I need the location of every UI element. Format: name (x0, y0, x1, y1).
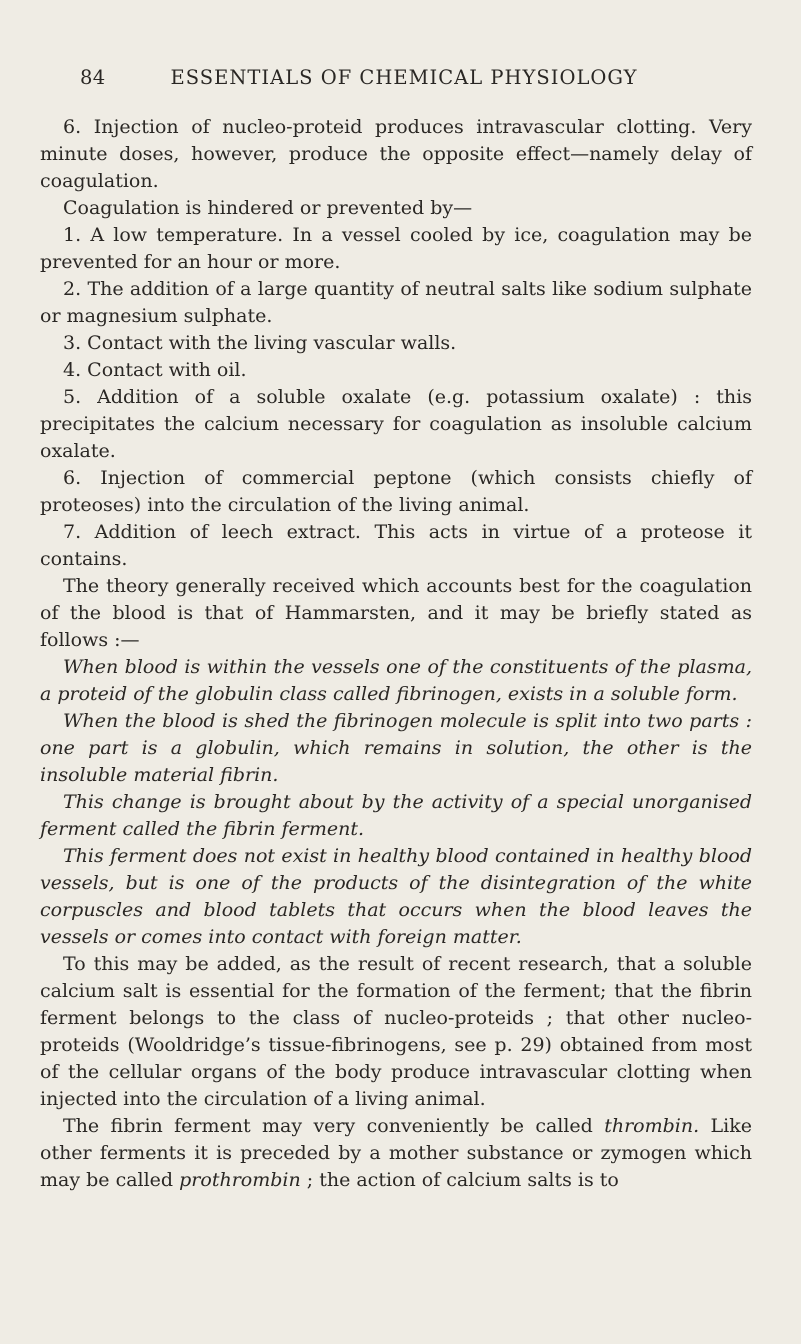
theory-statement-shed-blood: When the blood is shed the fibrinogen molecule is split into two parts : one part is a globulin, which remains in solution, the other is the insoluble material fibrin. (40, 710, 752, 786)
list-item-low-temperature: 1. A low temperature. In a vessel cooled by ice, coagulation may be prevented for an hour or more. (40, 224, 752, 273)
theory-statement-ferment-origin: This ferment does not exist in healthy blood contained in healthy blood vessels, but is one of the products of the disintegration of the white corpuscles and blood tablets that occurs when the blood leaves the vessels or comes into contact with foreign matter. (40, 845, 752, 948)
list-item-peptone: 6. Injection of commercial peptone (which consists chiefly of proteoses) into the circulation of the living animal. (40, 467, 752, 516)
list-item-leech-extract: 7. Addition of leech extract. This acts in virtue of a proteose it contains. (40, 521, 752, 570)
running-title: ESSENTIALS OF CHEMICAL PHYSIOLOGY (170, 66, 638, 89)
page-number: 84 (80, 66, 106, 89)
paragraph-hammarsten-theory: The theory generally received which accounts best for the coagulation of the blood is that of Hammarsten, and it may be briefly stated as follows :— (40, 575, 752, 651)
paragraph-injection-nucleo-proteid: 6. Injection of nucleo-proteid produces intravascular clotting. Very minute doses, however, produce the opposite effect—namely delay of coagulation. (40, 116, 752, 192)
thrombin-text-3: ; the action of calcium salts is to (300, 1169, 619, 1191)
theory-statement-fibrinogen: When blood is within the vessels one of the constituents of the plasma, a proteid of the globulin class called fibrinogen, exists in a soluble form. (40, 656, 752, 705)
term-prothrombin: prothrombin (179, 1169, 301, 1191)
term-thrombin: thrombin. (604, 1115, 700, 1137)
thrombin-text-2: Like other ferments it is preceded by a mother substance or zymogen which may be called (40, 1115, 752, 1191)
paragraph-thrombin (40, 1113, 752, 1194)
paragraph-recent-research: To this may be added, as the result of recent research, that a soluble calcium salt is essential for the formation of the ferment; that the fibrin ferment belongs to the class of nucleo-proteids ; that other nucleo-proteids (Wooldridge’s tissue-fibrinogens, see p. 29) obtained from most of the cellular organs of the body produce intravascular clotting when injected into the circulation of a living animal. (40, 953, 752, 1110)
list-item-oil: 4. Contact with oil. (63, 359, 247, 381)
list-item-vascular-walls: 3. Contact with the living vascular walls. (63, 332, 457, 354)
theory-statement-fibrin-ferment: This change is brought about by the activity of a special unorganised ferment called the fibrin ferment. (40, 791, 752, 840)
running-header (80, 66, 728, 96)
thrombin-text-1: The fibrin ferment may very conveniently be called (63, 1115, 605, 1137)
list-item-oxalate: 5. Addition of a soluble oxalate (e.g. potassium oxalate) : this precipitates the calcium necessary for coagulation as insoluble calcium oxalate. (40, 386, 752, 462)
list-item-neutral-salts: 2. The addition of a large quantity of neutral salts like sodium sulphate or magnesium sulphate. (40, 278, 752, 327)
body-text (40, 114, 752, 1194)
paragraph-coagulation-hindered: Coagulation is hindered or prevented by— (63, 197, 473, 219)
